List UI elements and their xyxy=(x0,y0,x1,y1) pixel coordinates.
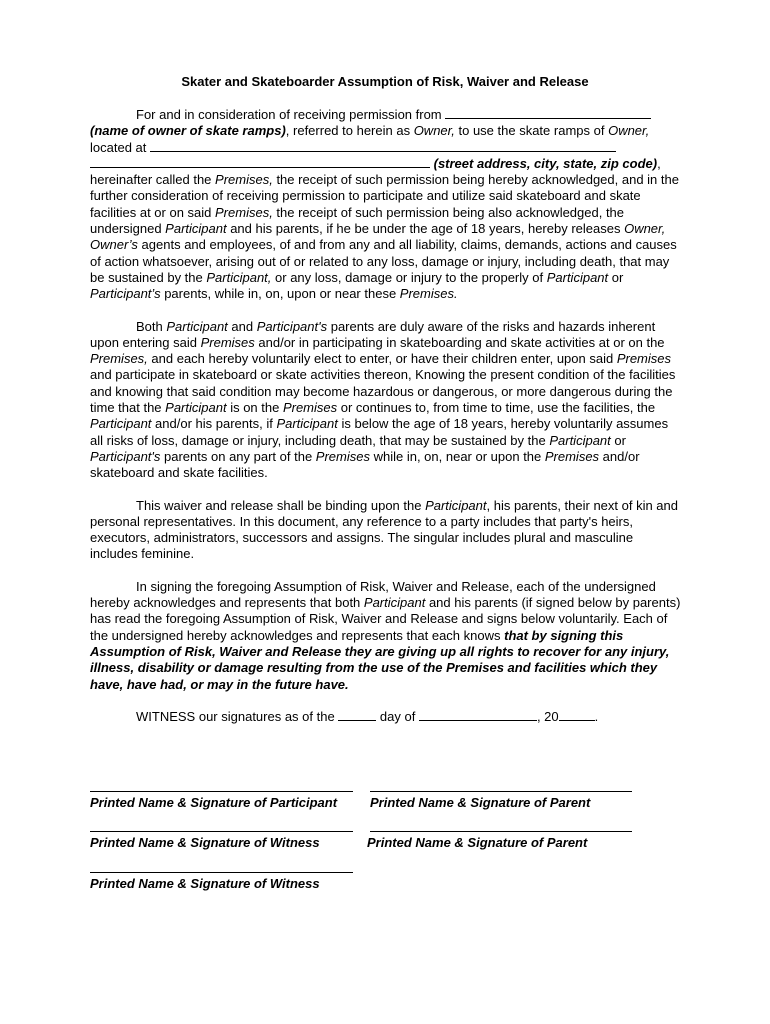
parent-signature-label-2: Printed Name & Signature of Parent xyxy=(367,835,588,850)
month-blank[interactable] xyxy=(419,709,537,721)
parent-signature-line-2[interactable] xyxy=(370,831,632,832)
text: located at xyxy=(90,139,150,155)
text: Participant xyxy=(90,416,152,432)
paragraph-consideration xyxy=(90,107,682,303)
text: and participate in skateboard or skate activities thereon, Knowing the present condition of the facilities and knowing that said condition may become hazardous or dangerous, or more dangerous during the time that the xyxy=(90,367,676,416)
text: or continues to, from time to time, use the facilities, the xyxy=(337,400,656,416)
parent-signature-label-1: Printed Name & Signature of Parent xyxy=(370,795,591,810)
text: Participant’s xyxy=(90,286,161,302)
text: Premises, xyxy=(90,351,148,367)
text: Both xyxy=(136,318,167,334)
text: parents, while in, on, upon or near these xyxy=(160,286,400,302)
text: Premises xyxy=(200,334,255,350)
text: Participant xyxy=(546,269,609,285)
text: the receipt of such permission being hereby acknowledged, and in the further consideration of receiving permission to participate and utilize said skateboard and skate facilities at or on said xyxy=(90,172,679,220)
witness-signature-line-2[interactable] xyxy=(90,872,353,873)
text: Premises xyxy=(616,351,671,367)
text: Owner, Owner’s xyxy=(90,221,666,253)
text: while in, on, near or upon the xyxy=(369,448,545,464)
document-body xyxy=(90,107,682,741)
text: parents are duly aware of the risks and hazards inherent upon entering said xyxy=(90,318,656,350)
text: Premises xyxy=(544,448,600,464)
text: Participant xyxy=(165,221,227,237)
text: , his parents, their next of kin and personal representatives. In this document, any reference to a party includes that party's heirs, executors, administrators, successors and assigns. The singular includes plural and masculine includes feminine. xyxy=(90,497,678,562)
text: Participant xyxy=(165,400,227,416)
text: and/or skateboard and skate facilities. xyxy=(90,448,640,481)
text: or xyxy=(610,432,626,448)
witness-signature-label-1: Printed Name & Signature of Witness xyxy=(90,835,320,850)
text: that by signing this Assumption of Risk, Waiver and Release they are giving up all rights to recover for any injury, illness, disability or damage resulting from the use of the Premises and facilities which they have, have had, or may in the future have. xyxy=(90,627,670,692)
text: and xyxy=(227,318,257,334)
document-title: Skater and Skateboarder Assumption of Risk, Waiver and Release xyxy=(181,74,589,89)
text: to use the skate ramps of xyxy=(454,123,609,139)
text: In signing the foregoing Assumption of Risk, Waiver and Release, each of the undersigned hereby acknowledges and represents that both xyxy=(90,578,656,611)
text: , hereinafter called the xyxy=(90,155,661,188)
text: day of xyxy=(376,708,419,724)
text: Participant xyxy=(363,595,426,611)
text: Participant's xyxy=(256,318,328,334)
text: and his parents (if signed below by parents) has read the foregoing Assumption of Risk, Waiver and Release and signs below voluntarily. Each of the undersigned hereby acknowledges and represents that each knows xyxy=(90,595,681,643)
text: Participant xyxy=(166,318,228,334)
text: or any loss, damage or injury to the properly of xyxy=(271,269,547,285)
text: , referred to herein as xyxy=(285,123,414,139)
text: WITNESS our signatures as of the xyxy=(136,708,339,724)
paragraph-risks xyxy=(90,319,682,482)
text: Owner, xyxy=(608,123,650,139)
paragraph-signing xyxy=(90,579,682,693)
owner-name-blank[interactable] xyxy=(445,107,651,119)
text: Participant's xyxy=(90,448,161,464)
text: and/or in participating in skateboarding and skate activities at or on the xyxy=(254,334,665,350)
text: and/or his parents, if xyxy=(151,416,277,432)
text: agents and employees, of and from any and all liability, claims, demands, actions and causes of action whatsoever, arising out of or related to any loss, damage or injury, including death, that may be sustained by the xyxy=(90,237,677,285)
text: is below the age of 18 years, hereby voluntarily assumes all risks of loss, damage or injury, including death, that may be sustained by the xyxy=(90,416,669,448)
text: the receipt of such permission being also acknowledged, the undersigned xyxy=(90,204,625,237)
address-blank[interactable] xyxy=(150,140,616,152)
text: (name of owner of skate ramps) xyxy=(90,123,286,139)
witness-signature-line-1[interactable] xyxy=(90,831,353,832)
text: This waiver and release shall be binding upon the xyxy=(136,497,426,513)
text: For and in consideration of receiving permission from xyxy=(136,107,446,122)
text: (street address, city, state, zip code) xyxy=(430,155,658,171)
text: , 20 xyxy=(536,708,559,724)
text: . xyxy=(594,708,599,724)
participant-signature-label: Printed Name & Signature of Participant xyxy=(90,795,338,810)
text: Participant xyxy=(276,416,338,432)
witness-signature-label-2: Printed Name & Signature of Witness xyxy=(90,876,320,891)
text: and each hereby voluntarily elect to enter, or have their children enter, upon said xyxy=(147,351,617,367)
text: is on the xyxy=(226,400,283,416)
day-blank[interactable] xyxy=(338,709,376,721)
participant-signature-line[interactable] xyxy=(90,791,353,792)
text: Premises, xyxy=(215,204,273,220)
text: Premises, xyxy=(215,172,273,188)
text: Premises. xyxy=(399,286,458,302)
text: parents on any part of the xyxy=(160,448,316,464)
text: Premises xyxy=(315,448,370,464)
year-blank[interactable] xyxy=(559,709,595,721)
text: Participant xyxy=(549,432,611,448)
text: Owner, xyxy=(413,123,455,139)
text: Participant xyxy=(425,497,487,513)
witness-line xyxy=(90,709,682,725)
address-blank-2[interactable] xyxy=(90,156,430,168)
text: Participant, xyxy=(206,269,272,285)
parent-signature-line-1[interactable] xyxy=(370,791,632,792)
text: Premises xyxy=(282,400,338,416)
text: and his parents, if he be under the age of 18 years, hereby releases xyxy=(226,221,625,237)
paragraph-binding xyxy=(90,498,682,563)
text: or xyxy=(608,269,624,285)
